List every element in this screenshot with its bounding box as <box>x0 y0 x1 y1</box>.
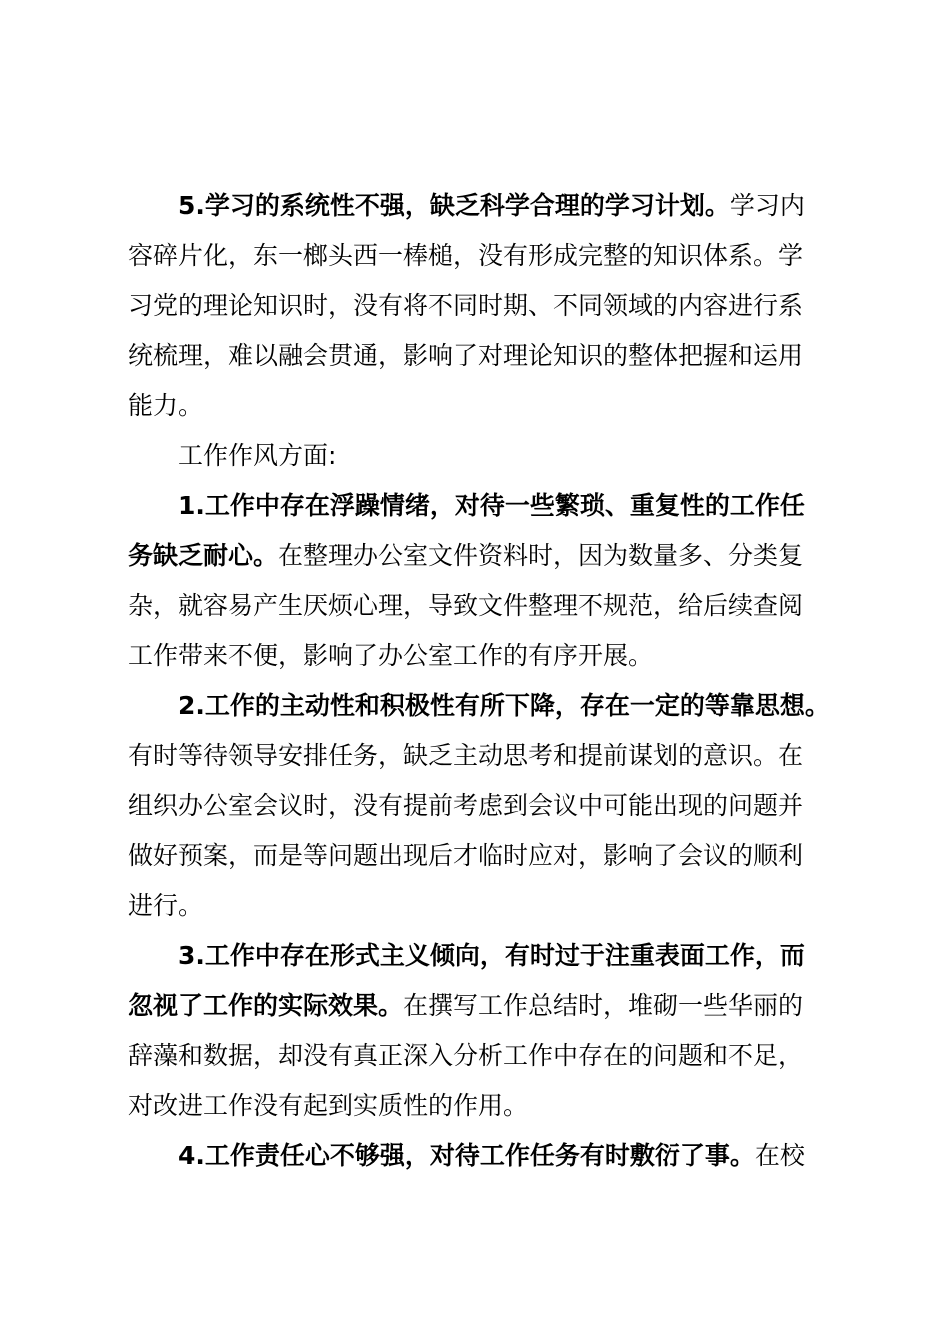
text-line <box>128 291 848 321</box>
text-line <box>128 391 848 421</box>
heading-text: 忽视了工作的实际效果。 <box>128 991 404 1020</box>
text-line <box>128 741 848 771</box>
body-text: 学习内 <box>729 191 805 220</box>
text-line <box>128 841 848 871</box>
heading-text: 2.工作的主动性和积极性有所下降，存在一定的等靠思想。 <box>178 691 830 720</box>
body-text: 习党的理论知识时，没有将不同时期、不同领域的内容进行系 <box>128 291 804 320</box>
heading-text: 4.工作责任心不够强，对待工作任务有时敷衍了事。 <box>178 1141 755 1170</box>
body-text: 统梳理，难以融会贯通，影响了对理论知识的整体把握和运用 <box>128 341 804 370</box>
body-text: 有时等待领导安排任务，缺乏主动思考和提前谋划的意识。在 <box>128 741 804 770</box>
text-line <box>128 591 848 621</box>
body-text: 组织办公室会议时，没有提前考虑到会议中可能出现的问题并 <box>128 791 804 820</box>
text-line <box>128 341 848 371</box>
text-line <box>178 1141 848 1171</box>
text-line <box>128 891 848 921</box>
text-line <box>128 791 848 821</box>
body-text: 能力。 <box>128 391 204 420</box>
body-text: 工作带来不便，影响了办公室工作的有序开展。 <box>128 641 654 670</box>
text-line <box>178 191 848 221</box>
heading-text: 5.学习的系统性不强，缺乏科学合理的学习计划。 <box>178 191 730 220</box>
heading-text: 3.工作中存在形式主义倾向，有时过于注重表面工作，而 <box>178 941 805 970</box>
text-line <box>178 491 848 521</box>
body-text: 工作作风方面: <box>178 441 337 470</box>
text-line <box>178 941 848 971</box>
body-text: 在校 <box>754 1141 805 1170</box>
text-line <box>128 1041 848 1071</box>
text-line <box>128 991 848 1021</box>
text-line <box>128 241 848 271</box>
body-text: 容碎片化，东一榔头西一棒槌，没有形成完整的知识体系。学 <box>128 241 804 270</box>
section-heading <box>178 441 848 471</box>
heading-text: 1.工作中存在浮躁情绪，对待一些繁琐、重复性的工作任 <box>178 491 805 520</box>
body-text: 对改进工作没有起到实质性的作用。 <box>128 1091 529 1120</box>
body-text: 做好预案，而是等问题出现后才临时应对，影响了会议的顺利 <box>128 841 804 870</box>
text-line <box>128 1091 848 1121</box>
heading-text: 务缺乏耐心。 <box>128 541 279 570</box>
text-line <box>128 541 848 571</box>
text-line <box>178 691 848 721</box>
text-line <box>128 641 848 671</box>
body-text: 辞藻和数据，却没有真正深入分析工作中存在的问题和不足， <box>128 1041 804 1070</box>
body-text: 在撰写工作总结时，堆砌一些华丽的 <box>403 991 804 1020</box>
body-text: 杂，就容易产生厌烦心理，导致文件整理不规范，给后续查阅 <box>128 591 804 620</box>
body-text: 在整理办公室文件资料时，因为数量多、分类复 <box>278 541 804 570</box>
body-text: 进行。 <box>128 891 204 920</box>
